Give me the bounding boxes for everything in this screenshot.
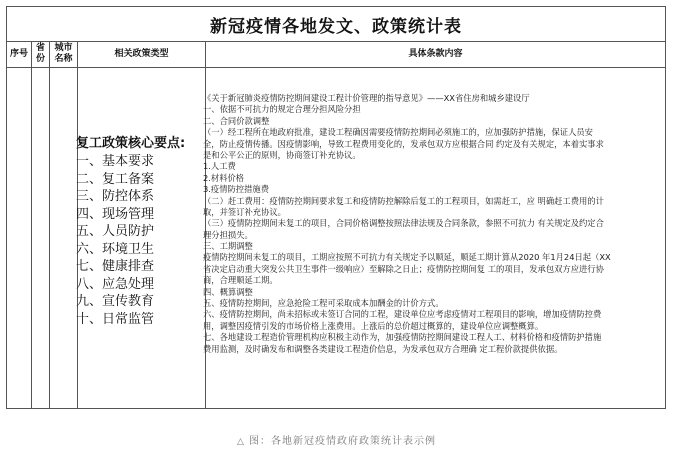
list-item: 二、复工备案: [76, 171, 155, 187]
list-item: 九、宣传教育: [76, 294, 155, 309]
content-line: 理分担损失。: [203, 229, 253, 240]
list-item: 八、应急处理: [76, 276, 155, 292]
header-seq: 序号: [7, 41, 32, 68]
content-line: （二）赶工费用：疫情防控期间要求复工和疫情防控解除后复工的工程项目，如需赶工，应 明确赶工费用的计: [203, 195, 604, 206]
triangle-icon: △: [237, 437, 245, 447]
content-line: 《关于新冠肺炎疫情防控期间建设工程计价管理的指导意见》——XX省住房和城乡建设厅: [203, 93, 530, 103]
content-line: 费用监测，及时确发布和调整各类建设工程造价信息，为发承包双方合理确 定工程价款提供依据。: [203, 343, 563, 354]
content-line: 用，调整因疫情引发的市场价格上涨费用。上涨后的总价超过概算的，建设单位应调整概算。: [203, 320, 544, 331]
list-item: 六、环境卫生: [76, 241, 155, 257]
list-item: 一、基本要求: [76, 154, 155, 169]
header-policy-type: 相关政策类型: [78, 41, 206, 68]
city-cell: [50, 68, 78, 408]
content-line: 取，并签订补充协议。: [203, 206, 286, 217]
header-province: 省份: [32, 41, 50, 68]
policy-content: [203, 93, 655, 355]
header-content: 具体条款内容: [206, 41, 665, 68]
list-item: 十、日常监管: [76, 311, 155, 327]
content-line: 1.人工费: [203, 161, 236, 172]
core-points: [76, 135, 200, 328]
list-item: 五、人员防护: [76, 224, 155, 239]
content-line: 3.疫情防控措施费: [203, 184, 269, 195]
content-line: （三）疫情防控期间未复工的项目，合同价格调整按照法律法规及合同条款，参照不可抗力 有关规定及约定合: [203, 218, 604, 229]
core-points-heading: 复工政策核心要点:: [76, 136, 186, 151]
content-line: 七、各地建设工程造价管理机构应积极主动作为，加强疫情防控期间建设工程人工、材料价格和疫情防护措施: [203, 332, 602, 343]
core-points-list: [76, 153, 200, 328]
caption-text: 图：各地新冠疫情政府政策统计表示例: [248, 436, 436, 447]
content-line: 省决定启动重大突发公共卫生事件一级响应）至解除之日止；疫情防控期间复 工的项目，发承包双方应进行协: [203, 263, 604, 274]
header-city: 城市名称: [50, 41, 78, 68]
content-line: 疫情防控期间未复工的项目，工期应按照不可抗力有关规定予以顺延，顺延工期计算从2020 年1月24日起（XX: [203, 252, 611, 263]
content-line: 是和公平公正的原则，协商签订补充协议。: [203, 149, 361, 160]
content-line: （一）经工程所在地政府批准，建设工程确因需要疫情防控期间必须施工的，应加强防护措施，保证人员安: [203, 127, 593, 138]
content-line: 四、概算调整: [203, 286, 253, 297]
content-line: 全，防止疫情传播。因疫情影响，导致工程费用变化的，发承包双方应根据合同 约定及有关规定，本着实事求: [203, 138, 604, 149]
content-line: 五、疫情防控期间，应急抢险工程可采取成本加酬金的计价方式。: [203, 298, 444, 309]
content-line: 一、依据不可抗力的规定合理分担风险分担: [203, 104, 361, 115]
content-line: 六、疫情防控期间，尚未招标或未签订合同的工程，建设单位应考虑疫情对工程项目的影响，增加疫情防控费: [203, 309, 602, 320]
province-cell: [32, 68, 50, 408]
content-line: 三、工期调整: [203, 241, 253, 252]
content-line: 商，合理顺延工期。: [203, 275, 278, 286]
seq-cell: [7, 68, 32, 408]
content-line: 2.材料价格: [203, 172, 245, 183]
list-item: 七、健康排查: [76, 259, 155, 274]
list-item: 三、防控体系: [76, 189, 155, 204]
figure-caption: [0, 432, 673, 447]
list-item: 四、现场管理: [76, 206, 155, 222]
content-line: 二、合同价款调整: [203, 115, 270, 126]
table-title: 新冠疫情各地发文、政策统计表: [7, 7, 665, 42]
